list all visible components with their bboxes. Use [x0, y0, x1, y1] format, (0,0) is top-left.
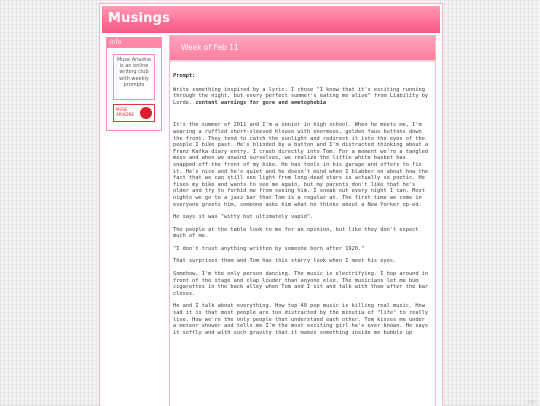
post-title: Week of Feb 11: [181, 43, 239, 52]
post-body: [173, 73, 431, 342]
logo-emblem-icon: [140, 107, 152, 119]
content-warning: content warnings for gore and emetophobia: [195, 99, 327, 106]
story-paragraph: He and I talk about everything. How top 40 pop music is killing real music. How sad it is that most people are too distracted by the minutia of "life" to really live. How we're the only people that understand each other. Tom kisses me under a meteor shower and tells me I'm the most exciting girl he's ever known. He says it softly and with such gravity that it makes something inside me bubble up: [173, 303, 429, 336]
sidebar-header: Info: [107, 38, 161, 48]
story-paragraph: Somehow, I'm the only person dancing. The music is electrifying. I hop around in front of the stage and clap louder than anyone else. The musicians let me bum cigarettes in the back alley when Tom and I sit and talk with them after the bar closes.: [173, 271, 429, 297]
story-paragraph: It's the summer of 2011 and I'm a senior in high school. When he meets me, I'm wearing a ruffled short-sleeved blouse with enormous, golden faux buttons down the front. They tend to catch the sunlight and redirect it into the eyes of the people I bike past. He's blinded by a button and I'm distracted thinking about a Franz Kafka diary entry. I crash directly into Tom. For a moment we're a tangled mess and when we unwind ourselves, we realize the little white basket has snapped off the front of my bike. He has tools in his garage and offers to fix it. He's nice and he's quiet and he doesn't mind when I blabber on about how the fact that we can still see light from long-dead stars is actually so poetic. He fixes my bike and wants to see me again, but my parents don't like that he's older and try to forbid me from seeing him. I sneak out every night I can. Most nights we go to a jazz bar that Tom is a regular at. The first time we come in everyone greets him, someone asks him what he thinks about a New Yorker op-ed.: [173, 122, 429, 208]
muse-ariadne-logo[interactable]: [113, 104, 155, 122]
post-header: [170, 35, 435, 62]
story-paragraph: That surprises them and Tom has this starry look when I meet his eyes.: [173, 258, 397, 265]
title-bar: [102, 6, 440, 34]
page-container: [99, 3, 443, 406]
sidebar-card[interactable]: [113, 54, 155, 100]
site-title[interactable]: Musings: [108, 11, 171, 26]
story-paragraph: The people at the table look to me for an opinion, but like they don't expect much of me.: [173, 226, 419, 240]
corner-note: align: [527, 399, 537, 404]
story-paragraph: He says it was "witty but ultimately vapid".: [173, 214, 314, 221]
story-paragraph: "I don't trust anything written by someone born after 1920.": [173, 245, 365, 252]
prompt-paragraph: [173, 87, 431, 107]
logo-text: MUSE ARIADNE: [116, 107, 135, 117]
sidebar-info-box: [106, 37, 162, 131]
prompt-text: Write something inspired by a lyric. I chose "I know that it's exciting running through the night, but every perfect summer's eating me alive" from Liability by Lorde.: [173, 86, 429, 106]
prompt-label: Prompt:: [173, 73, 196, 79]
sidebar-card-text: Muse Ariadne is an online writing club with weekly prompts: [116, 57, 152, 88]
post-entry: [169, 35, 436, 406]
